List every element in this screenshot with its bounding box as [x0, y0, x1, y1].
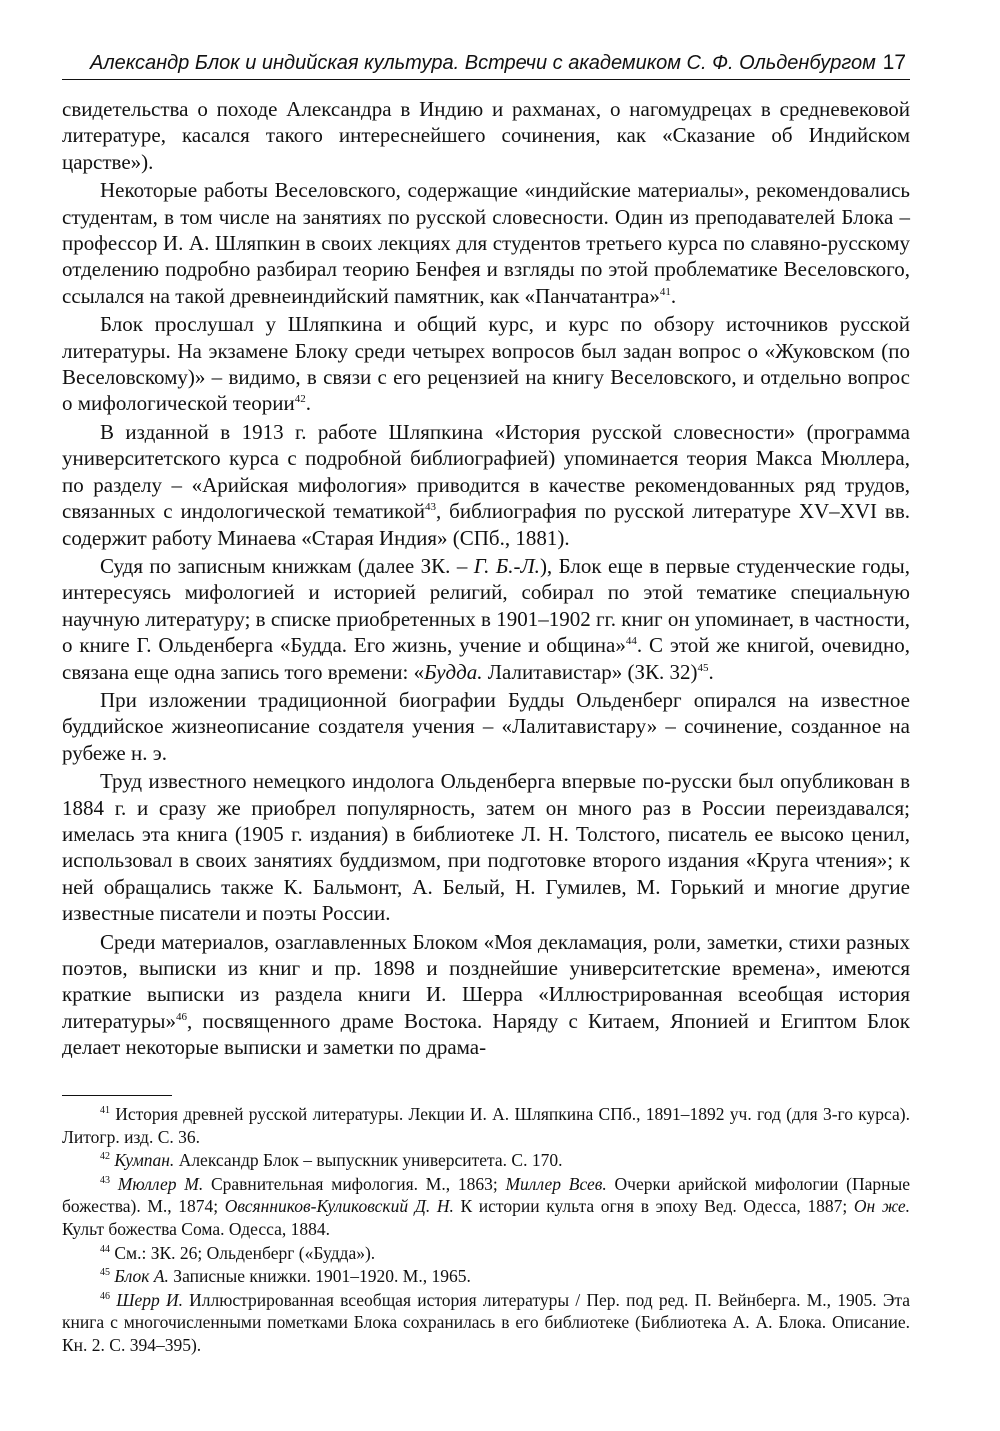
footnotes	[62, 1103, 910, 1358]
footnote-text: Сравнительная мифология. М., 1863;	[203, 1173, 506, 1194]
footnote-number: 43	[100, 1174, 110, 1186]
paragraph-3-end: .	[305, 391, 312, 416]
paragraph-7-text: Труд известного немецкого индолога Ольденберга впервые по-русски был опубликован в 1884 г. и сразу же приобрел популярность, затем он много раз в России переиздавался; имелась эта книга (1905 г. издания) в библиотеке Л. Н. Толстого, писатель ее высоко ценил, использовал в своих занятиях буддизмом, при подготовке второго издания «Круга чтения»; к ней обращались также К. Бальмонт, А. Белый, Н. Гумилев, М. Горький и многие другие известные писатели и поэты России.	[62, 769, 910, 926]
footnote-46	[62, 1289, 910, 1357]
paragraph-7	[62, 768, 910, 926]
footnote-41	[62, 1103, 910, 1148]
footnote-number: 45	[100, 1267, 110, 1279]
footnote-author: Мюллер М.	[117, 1173, 204, 1194]
paragraph-3-text: Блок прослушал у Шляпкина и общий курс, и курс по обзору источников русской литературы. На экзамене Блоку среди четырех вопросов был задан вопрос о «Жуковском (по Веселовскому)» – видимо, в связи с его рецензией на книгу Веселовского, и отдельно вопрос о мифологической теории	[62, 312, 910, 416]
paragraph-2-end: .	[670, 283, 677, 308]
paragraph-8-text-a: Среди материалов, озаглавленных Блоком «Моя декламация, роли, заметки, стихи разных поэтов, выписки из книг и пр. 1898 и позднейшие университетские времена», имеются краткие выписки из раздела книги И. Шерра «Иллюстрированная всеобщая история литературы»	[62, 929, 910, 1033]
footnote-author: Миллер Всев.	[505, 1173, 607, 1194]
footnote-number: 44	[100, 1243, 110, 1255]
paragraph-8-text-b: , посвященного драме Востока. Наряду с Китаем, Японией и Египтом Блок делает некоторые выписки и заметки по драма-	[62, 1008, 910, 1060]
footnote-ref-46[interactable]: 46	[176, 1010, 188, 1023]
footnote-text: К истории культа огня в эпоху Вед. Одесса, 1887;	[453, 1196, 854, 1217]
footnote-number: 41	[100, 1105, 110, 1117]
footnote-separator	[62, 1095, 172, 1096]
paragraph-5	[62, 553, 910, 685]
page-number: 17	[882, 51, 906, 74]
footnote-ref-43[interactable]: 43	[424, 501, 436, 514]
footnote-author: Он же.	[853, 1196, 911, 1217]
paragraph-4-text-b: , библиография по русской литературе XV–XVI вв. содержит работу Минаева «Старая Индия» (СПб., 1881).	[62, 499, 911, 550]
footnote-43	[62, 1173, 910, 1241]
paragraph-5-text-c: . С этой же книгой, очевидно, связана еще одна запись того времени: «	[62, 633, 910, 684]
footnote-author: Овсянников-Куликовский Д. Н.	[224, 1196, 454, 1217]
paragraph-2-text: Некоторые работы Веселовского, содержащие «индийские материалы», рекомендовались студентам, в том числе на занятиях по русской словесности. Один из преподавателей Блока – профессор И. А. Шляпкин в своих лекциях для студентов третьего курса по славяно-русскому отделению подробно разбирал теорию Бенфея и взгляды по этой проблематике Веселовского, ссылался на такой древнеиндийский памятник, как «Панчатантра»	[62, 178, 910, 308]
paragraph-8	[62, 929, 910, 1061]
running-header	[62, 40, 910, 80]
paragraph-4	[62, 419, 910, 551]
running-title: Александр Блок и индийская культура. Встречи с академиком С. Ф. Ольденбургом	[90, 52, 876, 74]
footnote-44	[62, 1242, 910, 1265]
footnote-ref-41[interactable]: 41	[659, 285, 671, 298]
footnote-author: Блок А.	[114, 1266, 169, 1287]
italic-budda: Будда.	[424, 659, 483, 684]
footnote-text: История древней русской литературы. Лекции И. А. Шляпкина СПб., 1891–1892 уч. год (для 3-го курса). Литогр. изд. С. 36.	[62, 1104, 911, 1147]
footnote-text: Иллюстрированная всеобщая история литературы / Пер. под ред. П. Вейнберга. М., 1905. Эта книга с многочисленными пометками Блока сохранилась в его библиотеке (Библиотека А. А. Блока. Описание. Кн. 2. С. 394–395).	[62, 1289, 911, 1355]
footnote-author: Кумпан.	[114, 1150, 175, 1171]
paragraph-5-text-d: Лалитавистар» (ЗК. 32)	[482, 659, 698, 684]
paragraph-1	[62, 96, 910, 175]
footnote-number: 46	[100, 1290, 110, 1302]
footnote-text: Очерки арийской мифологии (Парные божества). М., 1874;	[62, 1173, 910, 1217]
paragraph-1-text: свидетельства о походе Александра в Индию и рахманах, о нагомудрецах в средневековой литературе, касался такого интереснейшего сочинения, как «Сказание об Индийском царстве»).	[62, 97, 910, 174]
footnote-number: 42	[100, 1151, 110, 1163]
paragraph-4-text-a: В изданной в 1913 г. работе Шляпкина «История русской словесности» (программа университетского курса с подробной библиографией) упоминается теория Макса Мюллера, по разделу – «Арийская мифология» приводится в качестве рекомендованных ряд трудов, связанных с индологической тематикой	[62, 419, 910, 524]
footnote-ref-45[interactable]: 45	[697, 661, 709, 674]
paragraph-5-text-a: Судя по записным книжкам (далее ЗК. –	[100, 553, 474, 578]
author-initials: Г. Б.-Л.	[473, 553, 540, 578]
paragraph-5-end: .	[708, 659, 714, 684]
footnote-42	[62, 1149, 910, 1172]
main-text	[62, 96, 910, 1063]
paragraph-6-text: При изложении традиционной биографии Будды Ольденберг опирался на известное буддийское жизнеописание создателя учения – «Лалитавистару» – сочинение, созданное на рубеже н. э.	[62, 687, 910, 765]
footnote-text: Записные книжки. 1901–1920. М., 1965.	[168, 1266, 471, 1287]
paragraph-6	[62, 687, 910, 766]
footnote-ref-42[interactable]: 42	[294, 393, 306, 406]
footnote-text: Культ божества Сома. Одесса, 1884.	[62, 1218, 330, 1239]
paragraph-3	[62, 311, 910, 417]
footnote-ref-44[interactable]: 44	[625, 635, 637, 648]
paragraph-5-text-b: ), Блок еще в первые студенческие годы, интересуясь мифологией и историей религий, собирал по этой тематике специальную научную литературу; в списке приобретенных в 1901–1902 гг. книг он упоминает, в частности, о книге Г. Ольденберга «Будда. Его жизнь, учение и община»	[62, 553, 911, 658]
footnote-author: Шерр И.	[116, 1289, 183, 1310]
footnote-45	[62, 1265, 910, 1288]
paragraph-2	[62, 177, 910, 309]
footnote-text: См.: ЗК. 26; Ольденберг («Будда»).	[114, 1242, 376, 1263]
footnote-text: Александр Блок – выпускник университета. С. 170.	[174, 1150, 563, 1171]
